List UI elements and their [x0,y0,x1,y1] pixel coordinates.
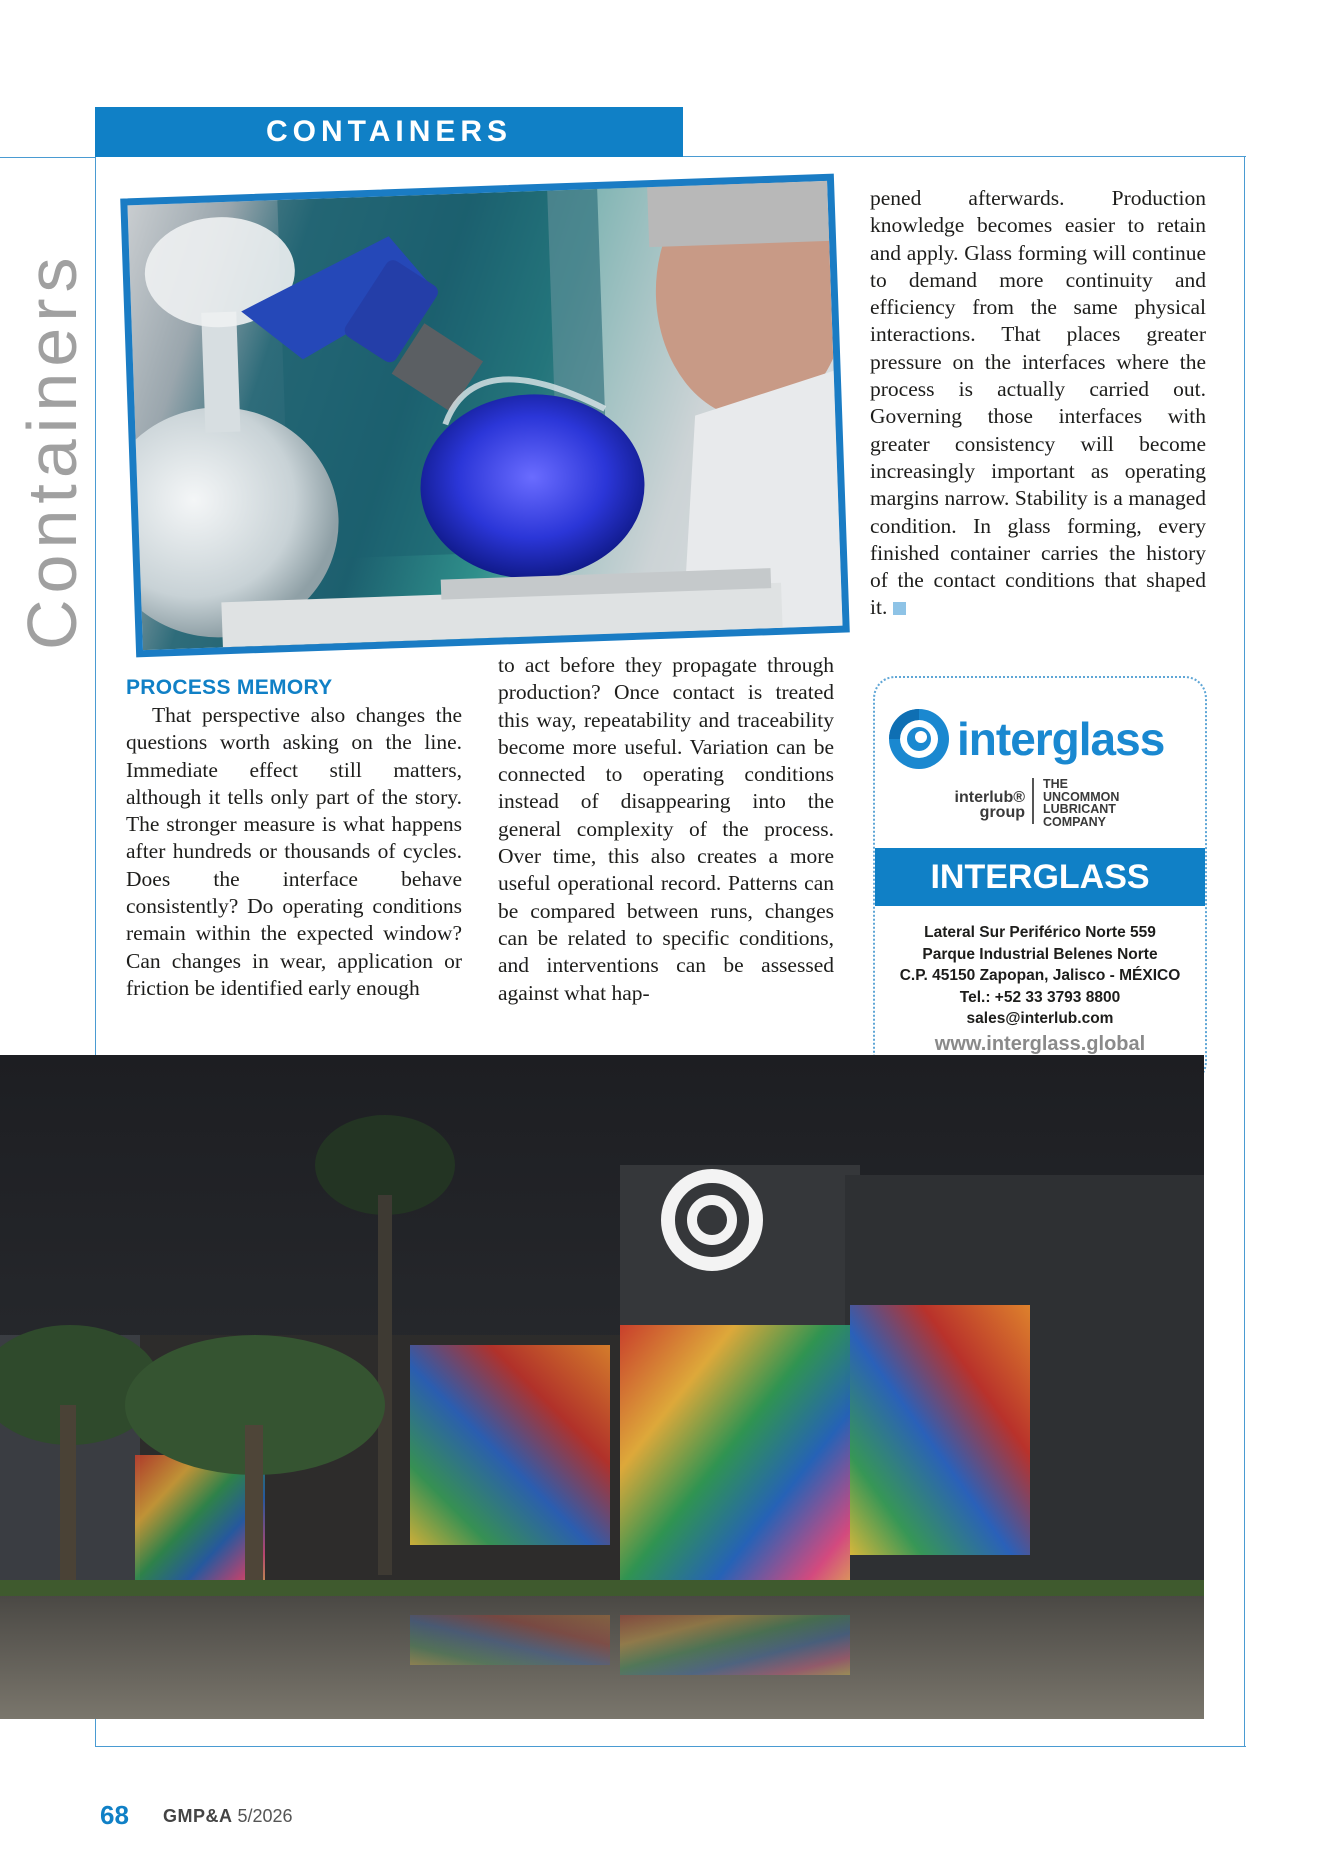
ad-title-bar: INTERGLASS [875,848,1205,906]
interglass-wordmark: interglass [957,713,1165,765]
magazine-issue [163,1806,293,1827]
interlub-group-logo: interlub® group [954,789,1025,821]
tagline-block [1043,778,1163,828]
website-link[interactable]: www.interglass.global [934,1032,1146,1055]
frame-line-bottom [95,1746,1246,1747]
process-memory-subhead: PROCESS MEMORY [126,676,333,699]
column-3-text [870,185,1206,622]
email-link[interactable]: sales@interlub.com [966,1010,1114,1027]
frame-line-right [1244,156,1245,1746]
frame-line-top [683,156,1246,157]
section-tab: CONTAINERS [95,107,683,157]
tagline-line: UNCOMMON [1043,789,1120,804]
address-line: Lateral Sur Periférico Norte 559 [924,924,1156,941]
address-line: C.P. 45150 Zapopan, Jalisco - MÉXICO [899,967,1181,984]
article-column-1 [126,674,462,1002]
column-2-text: to act before they propagate through production? Once contact is treated this way, repeatability and traceability become more useful. Variation can be connected to operating conditions instead of disappearing into the general complexity of the process. Over time, this also creates a more useful operational record. Patterns can be compared between runs, changes can be related to specific conditions, and interventions can be assessed against what hap- [498,653,834,1005]
tagline-line: THE [1043,777,1068,791]
address-line: Parque Industrial Belenes Norte [922,945,1158,963]
logo-divider [1032,778,1034,824]
end-mark-icon [893,602,906,615]
column-3-body: pened afterwards. Production knowledge becomes easier to retain and apply. Glass forming will continue to demand more continuity and efficiency from the same physical interactions. That places greater pressure on the interfaces where the process is actually carried out. Governing those interfaces with greater consistency will become increasingly important as operating margins narrow. Stability is a managed condition. In glass forming, every finished container carries the history of the contact conditions that shaped it. [870,186,1206,620]
article-column-2 [498,652,834,1007]
building-photo [0,1055,1204,1719]
issue-number: 5/2026 [237,1806,293,1826]
article-column-3 [870,185,1206,622]
interglass-advertisement [873,676,1207,1084]
frame-line-corner [0,157,95,158]
tagline-line: COMPANY [1043,814,1106,829]
ad-contact-block [875,922,1205,1055]
column-1-text: That perspective also changes the questions worth asking on the line. Immediate effect still matters, although it tells only part of the story. The stronger measure is what happens after hundreds or thousands of cycles. Does the interface behave consistently? Do operating conditions remain within the expected window? Can changes in wear, application or friction be identified early enough [126,703,462,1000]
magazine-name: GMP&A [163,1806,233,1826]
phone-line: Tel.: +52 33 3793 8800 [959,988,1121,1006]
interglass-logo [885,706,1195,772]
tagline-line: LUBRICANT [1043,802,1116,816]
page-number: 68 [100,1800,129,1830]
lab-photo [120,174,850,658]
section-vertical-label: Containers [13,251,91,650]
